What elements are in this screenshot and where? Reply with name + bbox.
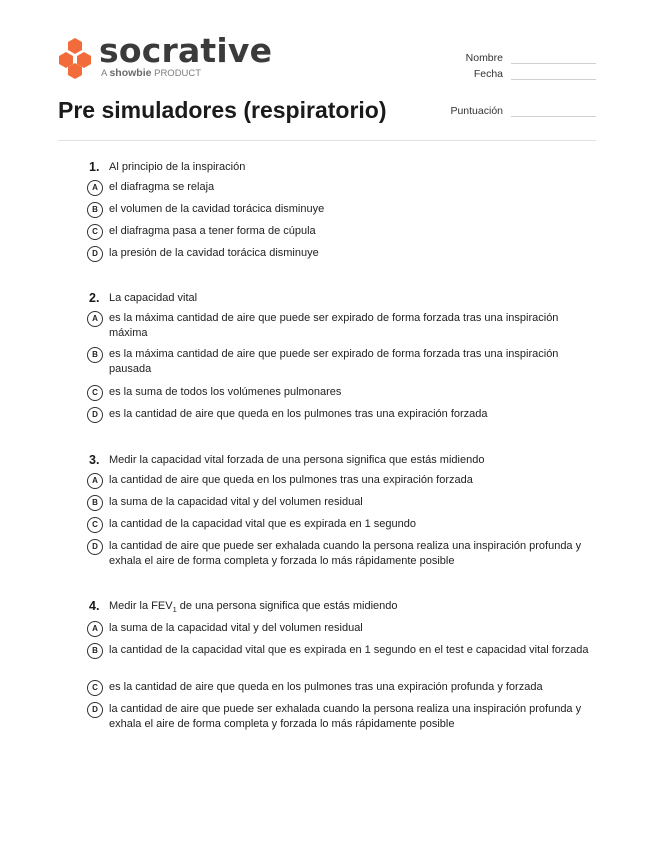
question-number: 3. [89,453,100,467]
question-number: 2. [89,291,100,305]
option-text: la cantidad de la capacidad vital que es expirada en 1 segundo [109,518,417,530]
option-text: la cantidad de aire que puede ser exhalada cuando la persona realiza una inspiración profunda y exhala el aire de forma completa y forzada lo más rápidamente posible [109,540,582,567]
option-text: es la suma de todos los volúmenes pulmonares [109,386,342,398]
option-letter: A [87,473,103,489]
option-letter: A [87,621,103,637]
date-field[interactable] [511,79,596,80]
question-text: Medir la $FEV_1$ de una persona significa que estás midiendo [109,600,398,615]
option-text: el diafragma se relaja [109,181,215,193]
option-letter: C [87,517,103,533]
option-text: la suma de la capacidad vital y del volumen residual [109,622,363,634]
option-letter: C [87,385,103,401]
option-text: la cantidad de aire que queda en los pulmones tras una expiración forzada [109,474,473,486]
option-letter: B [87,202,103,218]
option-text: el diafragma pasa a tener forma de cúpula [109,225,316,237]
brand-tagline: A showbie PRODUCT [101,67,202,79]
option-letter: B [87,495,103,511]
option-text: la cantidad de la capacidad vital que es expirada en 1 segundo en el test e capacidad vital forzada [109,644,589,656]
header-divider [58,140,596,141]
option-text: la presión de la cavidad torácica disminuye [109,247,319,259]
score-label: Puntuación [450,105,503,117]
brand-name: socrative [99,31,273,70]
option-letter: B [87,643,103,659]
option-letter: C [87,680,103,696]
question-text: Medir la capacidad vital forzada de una persona significa que estás midiendo [109,454,485,466]
score-field[interactable] [511,116,596,117]
option-letter: C [87,224,103,240]
question-text: La capacidad vital [109,292,198,304]
question-number: 4. [89,599,100,613]
option-letter: A [87,311,103,327]
option-letter: D [87,539,103,555]
option-text: es la cantidad de aire que queda en los pulmones tras una expiración forzada [109,408,488,420]
option-text: la suma de la capacidad vital y del volumen residual [109,496,363,508]
socrative-logo [58,31,273,81]
name-label: Nombre [465,52,503,64]
option-text: es la máxima cantidad de aire que puede ser expirado de forma forzada tras una inspiración pausada [109,348,559,375]
option-letter: D [87,702,103,718]
question-text: Al principio de la inspiración [109,161,246,173]
question-number: 1. [89,160,100,174]
option-letter: A [87,180,103,196]
date-label: Fecha [473,68,503,80]
option-text: el volumen de la cavidad torácica disminuye [109,203,325,215]
option-text: es la cantidad de aire que queda en los pulmones tras una expiración profunda y forzada [109,681,543,693]
name-field[interactable] [511,63,596,64]
option-letter: D [87,407,103,423]
hexagon-cluster-icon [58,37,94,79]
option-letter: D [87,246,103,262]
option-text: es la máxima cantidad de aire que puede ser expirado de forma forzada tras una inspiración máxima [109,312,559,339]
option-letter: B [87,347,103,363]
page-title: Pre simuladores (respiratorio) [58,97,387,123]
option-text: la cantidad de aire que puede ser exhalada cuando la persona realiza una inspiración profunda y exhala el aire de forma completa y forzada lo más rápidamente posible [109,703,582,730]
